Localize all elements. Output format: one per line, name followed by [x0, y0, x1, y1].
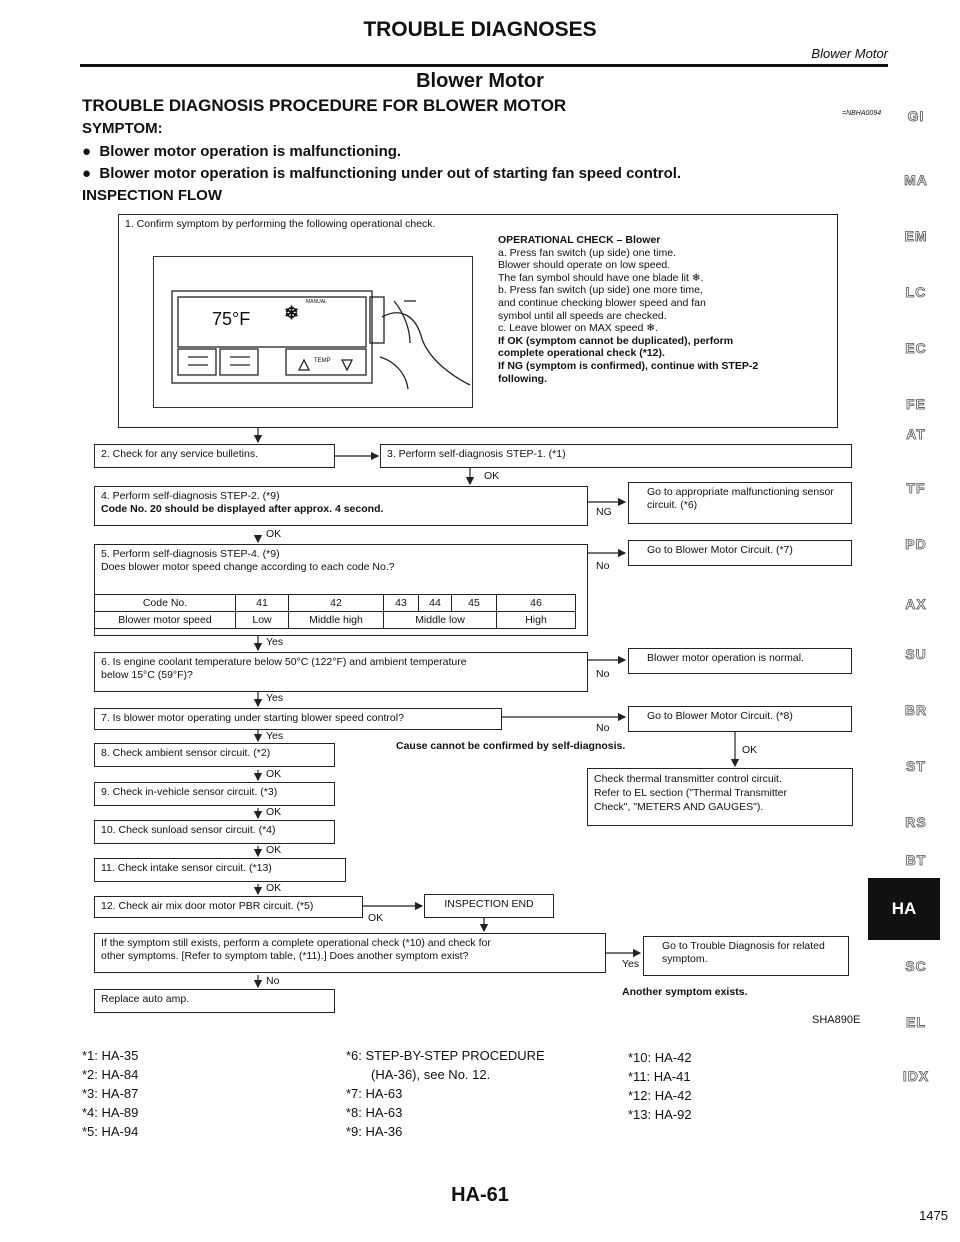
table-cell: 43: [384, 595, 419, 612]
figure-code: SHA890E: [812, 1014, 861, 1026]
panel-temp-display: 75°F: [212, 309, 251, 329]
label-no: No: [596, 560, 610, 572]
sidebar-item-tf[interactable]: TF: [906, 480, 926, 496]
sidebar-item-fe[interactable]: FE: [906, 396, 926, 412]
label-ok: OK: [266, 768, 282, 780]
sidebar-item-ec[interactable]: EC: [905, 340, 927, 356]
fan-icon: ❄: [284, 303, 300, 323]
table-cell: 41: [236, 595, 289, 612]
step-5-no-target: Go to Blower Motor Circuit. (*7): [628, 540, 852, 566]
label-ok: OK: [266, 806, 282, 818]
table-cell: 44: [419, 595, 452, 612]
sidebar-item-br[interactable]: BR: [904, 702, 928, 718]
step-1-text: 1. Confirm symptom by performing the following operational check.: [125, 218, 436, 230]
label-ok: OK: [266, 528, 282, 540]
table-cell: Middle high: [289, 612, 384, 629]
step-4-box: 4. Perform self-diagnosis STEP-2. (*9) Code No. 20 should be displayed after approx. 4 second.: [94, 486, 588, 526]
table-cell: 45: [452, 595, 497, 612]
control-panel-illustration: [153, 256, 473, 408]
table-cell: Code No.: [95, 595, 236, 612]
final-yes-target: Go to Trouble Diagnosis for related symptom.: [643, 936, 849, 976]
label-no: No: [266, 975, 280, 987]
table-cell: Middle low: [384, 612, 497, 629]
ac-panel-drawing: [154, 257, 472, 407]
sidebar-item-ma[interactable]: MA: [904, 172, 928, 188]
label-ok: OK: [484, 470, 500, 482]
footnotes-col-3: *10: HA-42 *11: HA-41 *12: HA-42 *13: HA-92: [628, 1050, 692, 1122]
step-12-box: 12. Check air mix door motor PBR circuit. (*5): [94, 896, 363, 918]
page-header-title: TROUBLE DIAGNOSES: [363, 18, 597, 41]
label-yes: Yes: [266, 636, 284, 648]
symptom-label: SYMPTOM:: [82, 120, 163, 137]
replace-box: Replace auto amp.: [94, 989, 335, 1013]
label-yes: Yes: [266, 730, 284, 742]
step-10-box: 10. Check sunload sensor circuit. (*4): [94, 820, 335, 844]
sidebar-item-bt[interactable]: BT: [905, 852, 927, 868]
symptom-item: ● Blower motor operation is malfunctioning under out of starting fan speed control.: [82, 165, 682, 182]
sidebar-item-pd[interactable]: PD: [905, 536, 927, 552]
procedure-title: TROUBLE DIAGNOSIS PROCEDURE FOR BLOWER MOTOR: [82, 96, 567, 115]
label-ok: OK: [266, 882, 282, 894]
sidebar-item-ha-active[interactable]: HA: [868, 878, 940, 940]
fan-symbol-icon: ❄: [691, 271, 701, 284]
table-cell: 42: [289, 595, 384, 612]
page-header-subtitle: Blower Motor: [811, 46, 888, 61]
inspection-end-box: INSPECTION END: [424, 894, 554, 918]
sidebar-item-at[interactable]: AT: [906, 426, 926, 442]
section-title: Blower Motor: [416, 70, 544, 92]
sidebar-item-rs[interactable]: RS: [905, 814, 927, 830]
table-row: [95, 612, 576, 629]
step-9-box: 9. Check in-vehicle sensor circuit. (*3): [94, 782, 335, 806]
panel-manual-label: MANUAL: [306, 299, 327, 305]
page-total: 1475: [919, 1208, 948, 1223]
label-ok: OK: [266, 844, 282, 856]
sidebar-item-em[interactable]: EM: [904, 228, 928, 244]
symptom-item: ● Blower motor operation is malfunctioning.: [82, 143, 402, 160]
step-3-box: 3. Perform self-diagnosis STEP-1. (*1): [380, 444, 852, 468]
page-number: HA-61: [451, 1184, 509, 1206]
table-cell: 46: [497, 595, 576, 612]
step-4-ng-target: Go to appropriate malfunctioning sensor circuit. (*6): [628, 482, 852, 524]
cause-text: Cause cannot be confirmed by self-diagnosis.: [396, 740, 626, 752]
sidebar-item-gi[interactable]: GI: [907, 108, 925, 124]
sidebar-item-sc[interactable]: SC: [905, 958, 927, 974]
step-5-box: 5. Perform self-diagnosis STEP-4. (*9) Does blower motor speed change according to each code No.?: [94, 544, 588, 636]
label-ok: OK: [742, 744, 758, 756]
table-cell: Low: [236, 612, 289, 629]
table-cell: Blower motor speed: [95, 612, 236, 629]
label-no: No: [596, 722, 610, 734]
speed-code-table: [94, 594, 576, 629]
step-7-no-target: Go to Blower Motor Circuit. (*8): [628, 706, 852, 732]
table-cell: High: [497, 612, 576, 629]
footnotes-col-1: *1: HA-35 *2: HA-84 *3: HA-87 *4: HA-89 *5: HA-94: [82, 1048, 139, 1139]
sidebar-item-lc[interactable]: LC: [905, 284, 927, 300]
step-6-no-target: Blower motor operation is normal.: [628, 648, 852, 674]
step-8-box: 8. Check ambient sensor circuit. (*2): [94, 743, 335, 767]
label-yes: Yes: [622, 958, 640, 970]
label-no: No: [596, 668, 610, 680]
sidebar-item-st[interactable]: ST: [906, 758, 926, 774]
panel-temp-button-label: TEMP: [314, 358, 331, 364]
sidebar-item-ax[interactable]: AX: [905, 596, 927, 612]
inspection-flow-label: INSPECTION FLOW: [82, 187, 222, 204]
final-check-box: If the symptom still exists, perform a complete operational check (*10) and check for other symptoms. [Refer to symptom table, (*11).] Does another symptom exist?: [94, 933, 606, 973]
operational-check-text: OPERATIONAL CHECK – Blower a. Press fan switch (up side) one time. Blower should operate on low speed. The fan symbol should have one blade lit ❄. b. Press fan switch (up side) one more time, and continue checking blower speed and fan symbol until all speeds are checked. c. Leave blower on MAX speed ❄. If OK (symptom cannot be duplicated), perform complete operational check (*12). If NG (symptom is confirmed), continue with STEP-2 following.: [498, 234, 759, 385]
step-11-box: 11. Check intake sensor circuit. (*13): [94, 858, 346, 882]
sidebar-item-su[interactable]: SU: [905, 646, 927, 662]
label-ok: OK: [368, 912, 384, 924]
thermal-transmitter-box: Check thermal transmitter control circuit. Refer to EL section ("Thermal Transmitter Check", "METERS AND GAUGES").: [587, 768, 853, 826]
sidebar-item-idx[interactable]: IDX: [902, 1068, 930, 1084]
sidebar-item-el[interactable]: EL: [906, 1014, 926, 1030]
label-yes: Yes: [266, 692, 284, 704]
another-symptom-text: Another symptom exists.: [622, 986, 748, 998]
step-2-box: 2. Check for any service bulletins.: [94, 444, 335, 468]
fan-max-icon: ❄: [646, 322, 656, 335]
label-ng: NG: [596, 506, 612, 518]
step-7-box: 7. Is blower motor operating under starting blower speed control?: [94, 708, 502, 730]
footnotes-col-2: *6: STEP-BY-STEP PROCEDURE (HA-36), see No. 12. *7: HA-63 *8: HA-63 *9: HA-36: [346, 1048, 545, 1139]
step-6-box: 6. Is engine coolant temperature below 50°C (122°F) and ambient temperature below 15°C (59°F)?: [94, 652, 588, 692]
reference-code: =NBHA0094: [842, 110, 882, 117]
table-row: [95, 595, 576, 612]
